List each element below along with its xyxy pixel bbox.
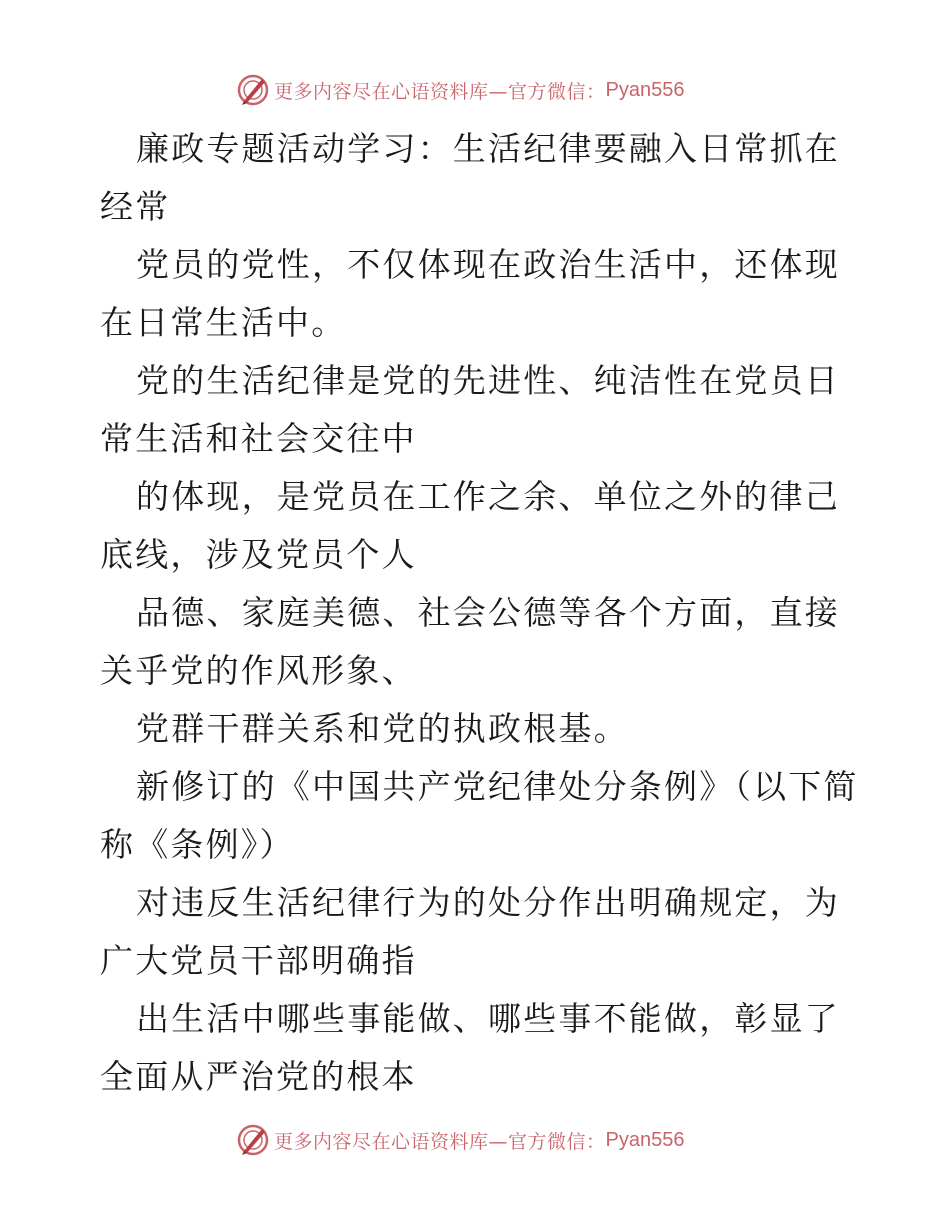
watermark-text: 更多内容尽在心语资料库—官方微信： [274,1130,606,1153]
paragraph [100,700,860,758]
paragraph-text: 党群干群关系和党的执政根基。 [136,709,629,748]
paragraph-text: 党的生活纪律是党的先进性、纯洁性在党员日常生活和社会交往中 [100,361,840,458]
paragraph [100,874,860,990]
paragraph-text: 出生活中哪些事能做、哪些事不能做，彰显了全面从严治党的根本 [100,999,840,1096]
pen-logo-icon [236,1123,270,1157]
document-body [100,120,860,1106]
paragraph-text: 党员的党性，不仅体现在政治生活中，还体现在日常生活中。 [100,245,840,342]
paragraph-text: 品德、家庭美德、社会公德等各个方面，直接关乎党的作风形象、 [100,593,840,690]
paragraph-text: 对违反生活纪律行为的处分作出明确规定，为广大党员干部明确指 [100,883,840,980]
paragraph-text: 新修订的《中国共产党纪律处分条例》（以下简称《条例》） [100,767,859,864]
paragraph [100,990,860,1106]
paragraph [100,468,860,584]
footer-watermark [236,1122,684,1158]
watermark-handle: Pyan556 [605,78,685,101]
paragraph [100,758,860,874]
pen-logo-icon [236,73,270,107]
paragraph [100,236,860,352]
paragraph-text: 的体现，是党员在工作之余、单位之外的律己底线，涉及党员个人 [100,477,840,574]
header-watermark [236,72,684,108]
watermark-handle: Pyan556 [605,1128,685,1151]
document-title [100,120,860,236]
paragraph [100,584,860,700]
title-text: 廉政专题活动学习：生活纪律要融入日常抓在经常 [100,129,840,226]
paragraph [100,352,860,468]
watermark-text: 更多内容尽在心语资料库—官方微信： [274,80,606,103]
